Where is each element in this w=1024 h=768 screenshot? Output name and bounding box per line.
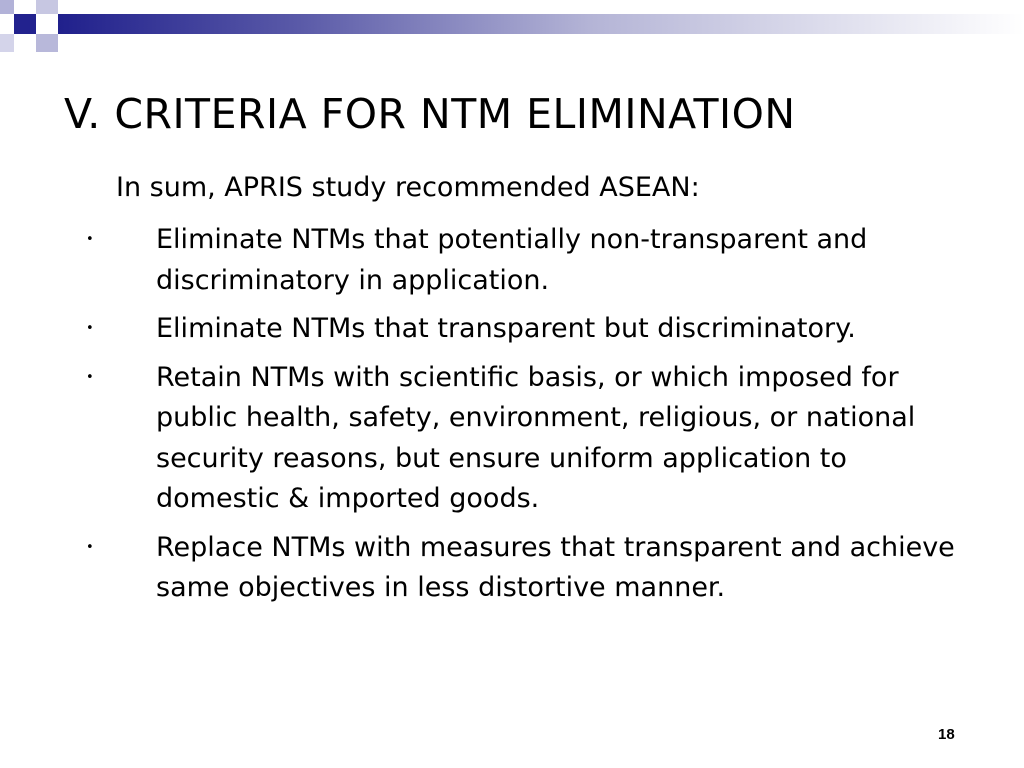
bullet-item	[86, 220, 966, 301]
decor-square	[36, 34, 58, 52]
header-gradient-band	[58, 14, 1024, 34]
decor-square	[14, 34, 36, 52]
bullet-text: Replace NTMs with measures that transparent and achieve same objectives in less distortive manner.	[156, 531, 955, 603]
bullet-icon: •	[86, 232, 94, 247]
bullet-list	[86, 220, 966, 617]
decor-square	[14, 0, 36, 14]
decor-square	[36, 0, 58, 14]
decor-square	[36, 14, 58, 34]
bullet-item	[86, 309, 966, 350]
slide-number: 18	[938, 726, 955, 743]
bullet-icon: •	[86, 321, 94, 336]
decor-square	[0, 14, 14, 34]
bullet-icon: •	[86, 369, 94, 385]
decor-square	[0, 34, 14, 52]
slide-title: V. CRITERIA FOR NTM ELIMINATION	[64, 90, 796, 138]
bullet-text: Eliminate NTMs that transparent but discriminatory.	[156, 313, 856, 344]
bullet-item	[86, 358, 966, 520]
bullet-text: Eliminate NTMs that potentially non-transparent and discriminatory in application.	[156, 224, 868, 296]
bullet-icon: •	[86, 539, 94, 555]
intro-text: In sum, APRIS study recommended ASEAN:	[116, 172, 700, 203]
decor-square	[0, 0, 14, 14]
bullet-item	[86, 528, 966, 609]
decor-square	[14, 14, 36, 34]
bullet-text: Retain NTMs with scientific basis, or which imposed for public health, safety, environment, religious, or national security reasons, but ensure uniform application to domestic & imported goods.	[156, 361, 916, 514]
